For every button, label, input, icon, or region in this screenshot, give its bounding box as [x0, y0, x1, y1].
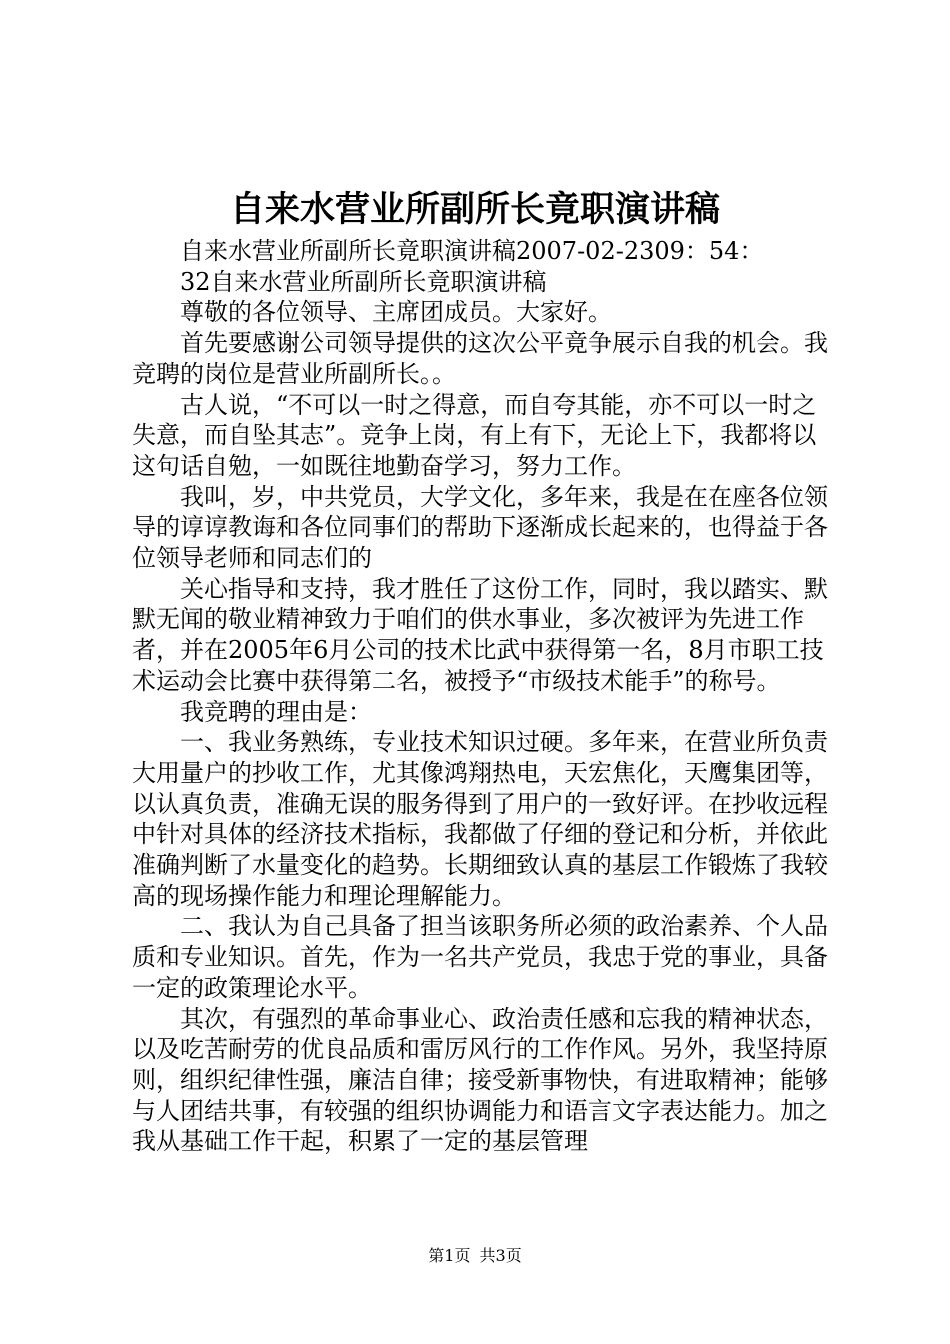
paragraph: 一、我业务熟练，专业技术知识过硬。多年来，在营业所负责大用量户的抄收工作，尤其像鸿翔热电，天宏焦化，天鹰集团等，以认真负责，准确无误的服务得到了用户的一致好评。在抄收远程中针对具体的经济技术指标，我都做了仔细的登记和分析，并依此准确判断了水量变化的趋势。长期细致认真的基层工作锻炼了我较高的现场操作能力和理论理解能力。 [132, 728, 828, 910]
paragraph: 我竞聘的理由是： [180, 697, 372, 726]
paragraph: 自来水营业所副所长竟职演讲稿2007-02-2309：54： [180, 237, 764, 265]
paragraph: 关心指导和支持，我才胜任了这份工作，同时，我以踏实、默默无闻的敬业精神致力于咱们的供水事业，多次被评为先进工作者，并在2005年6月公司的技术比武中获得第一名，8月市职工技术运动会比赛中获得第二名，被授予“市级技术能手”的称号。 [132, 574, 828, 695]
paragraph: 我叫，岁，中共党员，大学文化，多年来，我是在在座各位领导的谆谆教诲和各位同事们的帮助下逐渐成长起来的，也得益于各位领导老师和同志们的 [132, 482, 828, 573]
document-title: 自来水营业所副所长竟职演讲稿 [229, 189, 720, 230]
page-footer [0, 1245, 950, 1267]
paragraph: 32自来水营业所副所长竟职演讲稿 [180, 267, 547, 296]
paragraph: 二、我认为自己具备了担当该职务所必须的政治素养、个人品质和专业知识。首先，作为一名共产党员，我忠于党的事业，具备一定的政策理论水平。 [132, 912, 828, 1002]
document-body [132, 236, 832, 1157]
paragraph: 古人说，“不可以一时之得意，而自夸其能，亦不可以一时之失意，而自坠其志”。竞争上岗，有上有下，无论上下，我都将以这句话自勉，一如既往地勤奋学习，努力工作。 [132, 390, 817, 480]
page-number: 第1页 [428, 1246, 471, 1265]
paragraph: 尊敬的各位领导、主席团成员。大家好。 [180, 298, 612, 327]
paragraph: 首先要感谢公司领导提供的这次公平竟争展示自我的机会。我竞聘的岗位是营业所副所长。。 [132, 329, 828, 388]
page-total: 共3页 [479, 1246, 522, 1265]
paragraph: 其次，有强烈的革命事业心、政治责任感和忘我的精神状态，以及吃苦耐劳的优良品质和雷厉风行的工作作风。另外，我坚持原则，组织纪律性强，廉洁自律；接受新事物快，有进取精神；能够与人团结共事，有较强的组织协调能力和语言文字表达能力。加之我从基础工作干起，积累了一定的基层管理 [132, 1004, 828, 1156]
